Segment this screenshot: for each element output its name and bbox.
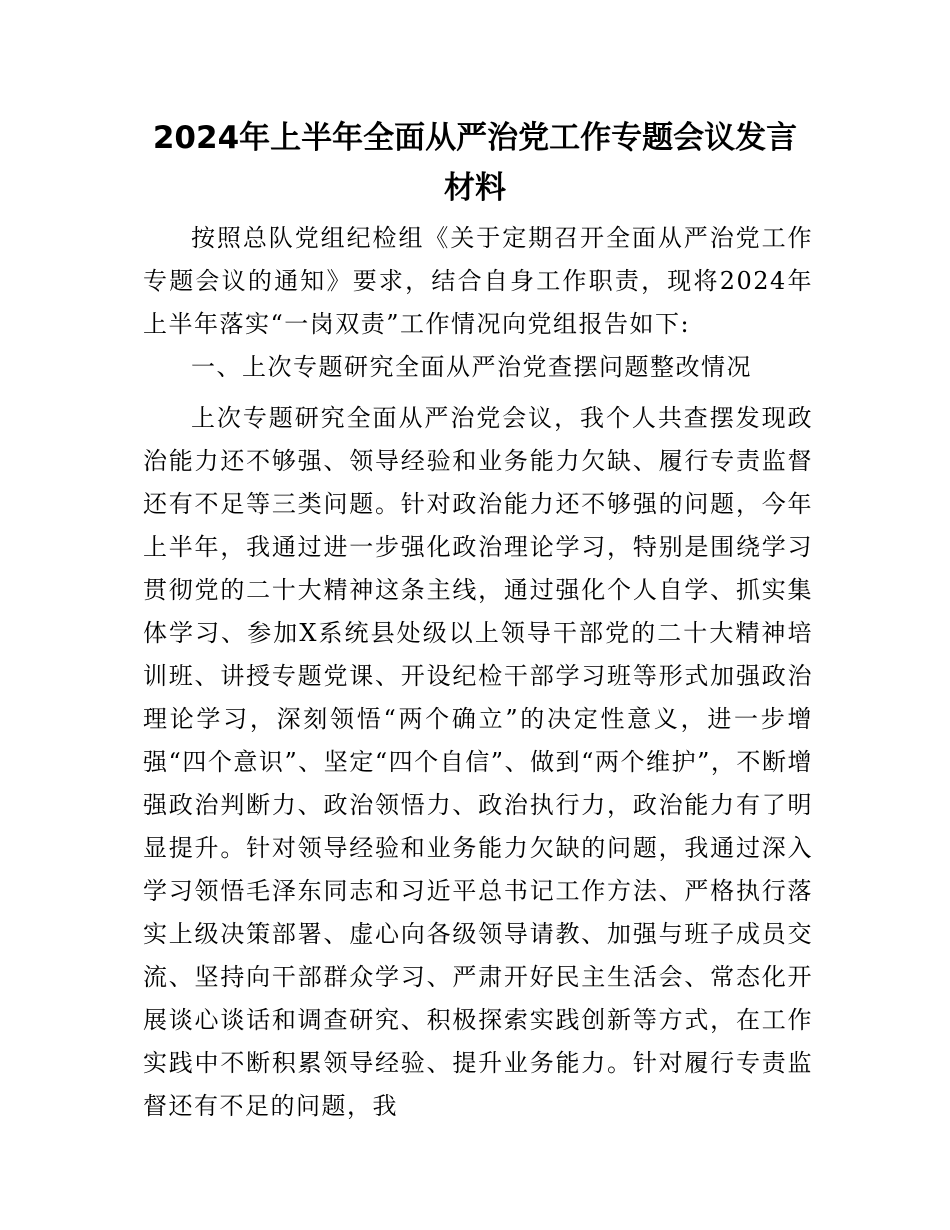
intro-paragraph: 按照总队党组纪检组《关于定期召开全面从严治党工作专题会议的通知》要求，结合自身工作职责，现将2024年上半年落实“一岗双责”工作情况向党组报告如下:: [143, 224, 813, 338]
section-1-paragraph: 上次专题研究全面从严治党会议，我个人共查摆发现政治能力还不够强、领导经验和业务能力欠缺、履行专责监督还有不足等三类问题。针对政治能力还不够强的问题，今年上半年，我通过进一步强化政治理论学习，特别是围绕学习贯彻党的二十大精神这条主线，通过强化个人自学、抓实集体学习、参加X系统县处级以上领导干部党的二十大精神培训班、讲授专题党课、开设纪检干部学习班等形式加强政治理论学习，深刻领悟“两个确立”的决定性意义，进一步增强“四个意识”、坚定“四个自信”、做到“两个维护”，不断增强政治判断力、政治领悟力、政治执行力，政治能力有了明显提升。针对领导经验和业务能力欠缺的问题，我通过深入学习领悟毛泽东同志和习近平总书记工作方法、严格执行落实上级决策部署、虚心向各级领导请教、加强与班子成员交流、坚持向干部群众学习、严肃开好民主生活会、常态化开展谈心谈话和调查研究、积极探索实践创新等方式，在工作实践中不断积累领导经验、提升业务能力。针对履行专责监督还有不足的问题，我: [143, 404, 813, 1120]
document-body: [143, 217, 813, 1128]
section-heading-1: 一、上次专题研究全面从严治党查摆问题整改情况: [191, 353, 752, 381]
document-title: 2024年上半年全面从严治党工作专题会议发言材料: [152, 120, 798, 206]
